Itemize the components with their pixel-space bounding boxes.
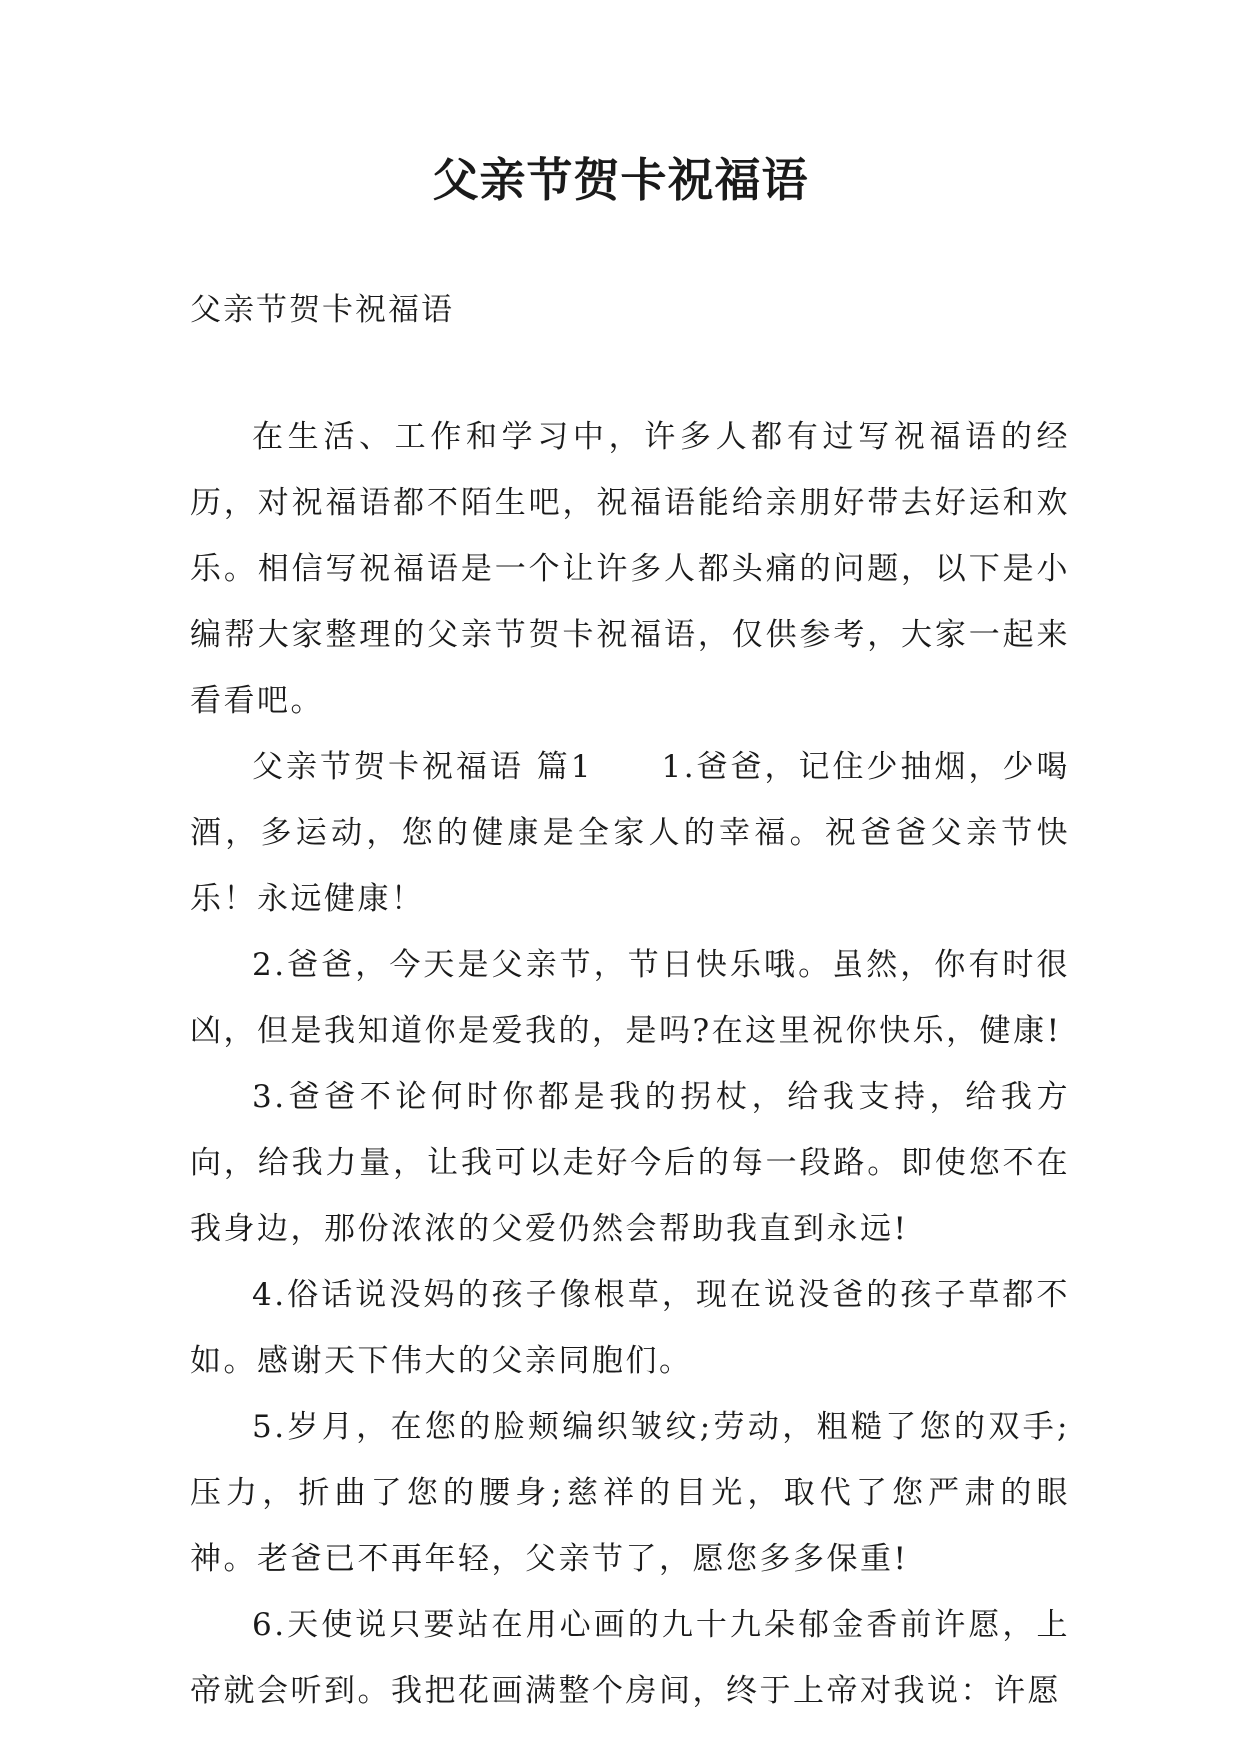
paragraph-item-1: 父亲节贺卡祝福语 篇1 1.爸爸，记住少抽烟，少喝酒，多运动，您的健康是全家人的幸福。祝爸爸父亲节快乐！永远健康！ bbox=[190, 749, 1070, 917]
document-subtitle: 父亲节贺卡祝福语 bbox=[190, 292, 454, 328]
document-body bbox=[190, 404, 1070, 1724]
paragraph-item-5: 5.岁月，在您的脸颊编织皱纹;劳动，粗糙了您的双手;压力，折曲了您的腰身;慈祥的目光，取代了您严肃的眼神。老爸已不再年轻，父亲节了，愿您多多保重! bbox=[190, 1409, 1070, 1577]
paragraph-intro: 在生活、工作和学习中，许多人都有过写祝福语的经历，对祝福语都不陌生吧，祝福语能给亲朋好带去好运和欢乐。相信写祝福语是一个让许多人都头痛的问题，以下是小编帮大家整理的父亲节贺卡祝福语，仅供参考，大家一起来看看吧。 bbox=[190, 419, 1070, 719]
paragraph-item-6: 6.天使说只要站在用心画的九十九朵郁金香前许愿，上帝就会听到。我把花画满整个房间，终于上帝对我说：许愿 bbox=[190, 1607, 1070, 1709]
paragraph-item-2: 2.爸爸，今天是父亲节，节日快乐哦。虽然，你有时很凶，但是我知道你是爱我的，是吗?在这里祝你快乐，健康! bbox=[190, 947, 1070, 1049]
paragraph-item-3: 3.爸爸不论何时你都是我的拐杖，给我支持，给我方向，给我力量，让我可以走好今后的每一段路。即使您不在我身边，那份浓浓的父爱仍然会帮助我直到永远! bbox=[190, 1079, 1070, 1247]
page-title: 父亲节贺卡祝福语 bbox=[432, 153, 809, 207]
paragraph-item-4: 4.俗话说没妈的孩子像根草，现在说没爸的孩子草都不如。感谢天下伟大的父亲同胞们。 bbox=[190, 1277, 1070, 1379]
